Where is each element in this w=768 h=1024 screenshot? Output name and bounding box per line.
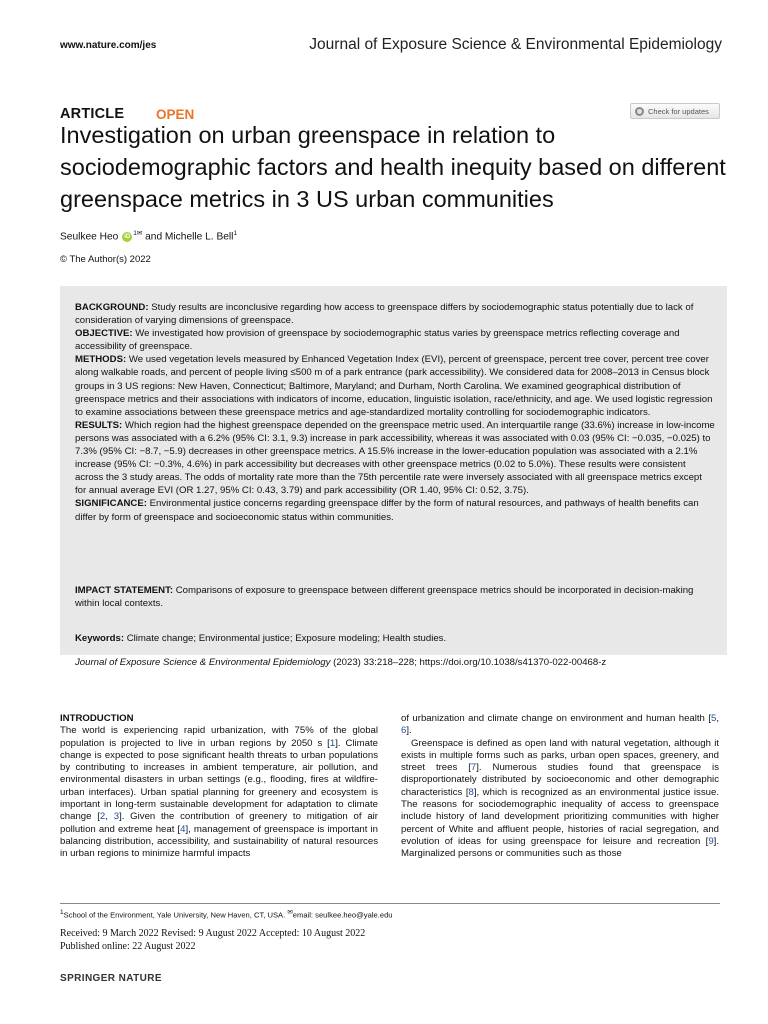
- significance-label: SIGNIFICANCE:: [75, 498, 147, 510]
- reference-link[interactable]: 1: [329, 737, 336, 749]
- publication-dates: [60, 927, 365, 953]
- citation-doi[interactable]: (2023) 33:218–228; https://doi.org/10.1038/s41370-022-00468-z: [330, 657, 607, 668]
- check-for-updates-label: Check for updates: [648, 106, 709, 116]
- check-for-updates-button[interactable]: [630, 103, 720, 119]
- methods-label: METHODS:: [75, 354, 127, 366]
- article-title: Investigation on urban greenspace in relation to sociodemographic factors and health inequity based on different greenspace metrics in 3 US urban communities: [60, 122, 726, 212]
- journal-name: Journal of Exposure Science & Environmental Epidemiology: [309, 36, 722, 53]
- impact-label: IMPACT STATEMENT:: [75, 585, 174, 596]
- published-date: Published online: 22 August 2022: [60, 941, 196, 952]
- paragraph: of urbanization and climate change on environment and human health [5, 6].: [401, 713, 719, 737]
- article-type-label: ARTICLE: [60, 106, 125, 122]
- citation-journal: Journal of Exposure Science & Environmental Epidemiology: [75, 657, 331, 668]
- body-column-right: [401, 713, 719, 861]
- paragraph: Greenspace is defined as open land with natural vegetation, although it exists in multiple forms such as parks, urban open spaces, greenery, and street trees [7]. Numerous studies found that greenspace is disproportionately distributed by socioeconomic and other demographic characteristics [8], which is recognized as an environmental justice issue. The reasons for sociodemographic inequality of access to greenspace include history of land development prioritizing communities with higher percent of White and affluent people, histories of racial segregation, and evolution of ideas for using greenspace for leisure and recreation [9]. Marginalized persons or communities such as those: [401, 737, 719, 860]
- results-text: Which region had the highest greenspace depended on the greenspace metric used. An interquartile range (33.6%) increase in low-income persons was associated with a 6.2% (95% CI: 3.1, 9.3) increase in park accessibility, whereas it was associated with 0.03 (95% CI: −0.035, −0.025) to 7.3% (95% CI: −8.7, −5.9) decreases in other greenspace metrics. A 15.5% increase in the lower-education population was associated with a 2.1% increase (95% CI: −0.3%, 4.6%) in park accessibility but decreases with other greenspace metrics (0.02 to 5.0%). These results were consistent across the 3 study areas. The odds of mortality rate more than the 75th percentile rate were inversely associated with all greenspace metrics except for annual average EVI (OR 1.27, 95% CI: 0.43, 3.79) and park accessibility (OR 1.40, 95% CI: 0.52, 3.75).: [75, 419, 715, 497]
- email-link[interactable]: email: seulkee.heo@yale.edu: [292, 910, 393, 920]
- reference-link[interactable]: 6: [401, 725, 407, 737]
- body-column-left: [60, 713, 378, 861]
- impact-statement: [75, 584, 715, 610]
- open-access-label: OPEN: [156, 107, 195, 122]
- significance-text: Environmental justice concerns regarding greenspace differ by the form of natural resources, and pathways of health benefits can differ by form of greenspace and socioeconomic status within communities.: [75, 498, 699, 523]
- reference-link[interactable]: 5: [710, 713, 717, 724]
- site-url[interactable]: www.nature.com/jes: [60, 40, 157, 51]
- keywords-text: Climate change; Environmental justice; Exposure modeling; Health studies.: [124, 633, 447, 644]
- affiliation-footnote: [60, 908, 393, 920]
- received-dates: Received: 9 March 2022 Revised: 9 August 2022 Accepted: 10 August 2022: [60, 928, 366, 939]
- author-name: and Michelle L. Bell: [145, 231, 234, 243]
- publisher-logo: SPRINGER NATURE: [60, 973, 162, 984]
- paragraph: The world is experiencing rapid urbanization, with 75% of the global population is projected to live in urban regions by 2050 s [1]. Climate change is expected to pose significant health threats to urban populations by contributing to increases in ambient temperature, air pollution, and environmental disasters in urban settings (e.g., flooding, fires at wildfire-urban interfaces). Urban spatial planning for greenery and ecosystem is important in long-term sustainable development for adaptation to climate change [2, 3]. Given the contribution of greenery to mitigation of air pollution and extreme heat [4], management of greenspace is important in balancing distribution, accessibility, and sustainability of natural resources in urban regions to minimize harmful impacts: [60, 725, 378, 860]
- author-name[interactable]: Seulkee Heo: [60, 231, 119, 243]
- objective-text: We investigated how provision of greenspace by sociodemographic status varies by greenspace metrics reflecting coverage and accessibility of greenspace.: [75, 328, 680, 353]
- author-list: [60, 229, 237, 242]
- copyright: © The Author(s) 2022: [60, 254, 151, 265]
- reference-link[interactable]: 9: [708, 835, 714, 847]
- affiliation-text: School of the Environment, Yale University, New Haven, CT, USA.: [63, 910, 288, 920]
- objective-label: OBJECTIVE:: [75, 328, 133, 340]
- affiliation-sup: 1: [233, 230, 238, 237]
- keywords-label: Keywords:: [75, 633, 125, 644]
- mail-icon: ✉: [287, 909, 293, 916]
- orcid-icon[interactable]: iD: [124, 233, 131, 240]
- results-label: RESULTS:: [75, 419, 123, 431]
- reference-link[interactable]: 2: [99, 811, 106, 823]
- methods-text: We used vegetation levels measured by Enhanced Vegetation Index (EVI), percent of greenspace, percent tree cover, percent tree cover along walkable roads, and percent of people living ≤500 m of a park entrance (park accessibility). We considered data for 2008–2013 in Census block groups in 3 US regions: New Haven, Connecticut; Baltimore, Maryland; and Durham, North Carolina. We examined geographical distribution of greenspace metrics and their associations with indicators of income, education, linguistic isolation, race/ethnicity, and age. We used logistic regression to examine associations between these greenspace metrics and age-standardized mortality controlling for sociodemographic indicators.: [75, 354, 713, 418]
- update-icon: [635, 107, 644, 116]
- citation: [75, 656, 715, 669]
- background-text: Study results are inconclusive regarding how access to greenspace differs by sociodemographic status potentially due to lack of consideration of varying dimensions of greenspace.: [75, 302, 694, 327]
- reference-link[interactable]: 4: [180, 823, 186, 835]
- footnote-divider: [60, 903, 720, 904]
- background-label: BACKGROUND:: [75, 302, 149, 313]
- abstract-text: [75, 301, 715, 524]
- section-heading: INTRODUCTION: [60, 713, 134, 724]
- impact-text: Comparisons of exposure to greenspace between different greenspace metrics should be incorporated in decision-making within local contexts.: [75, 585, 694, 610]
- reference-link[interactable]: 3: [113, 811, 120, 823]
- reference-link[interactable]: 7: [470, 762, 477, 774]
- reference-link[interactable]: 8: [468, 786, 474, 798]
- affiliation-sup: 1: [133, 230, 137, 237]
- mail-icon[interactable]: ✉: [136, 230, 143, 237]
- affiliation-sup: 1: [60, 909, 64, 916]
- keywords: [75, 632, 715, 645]
